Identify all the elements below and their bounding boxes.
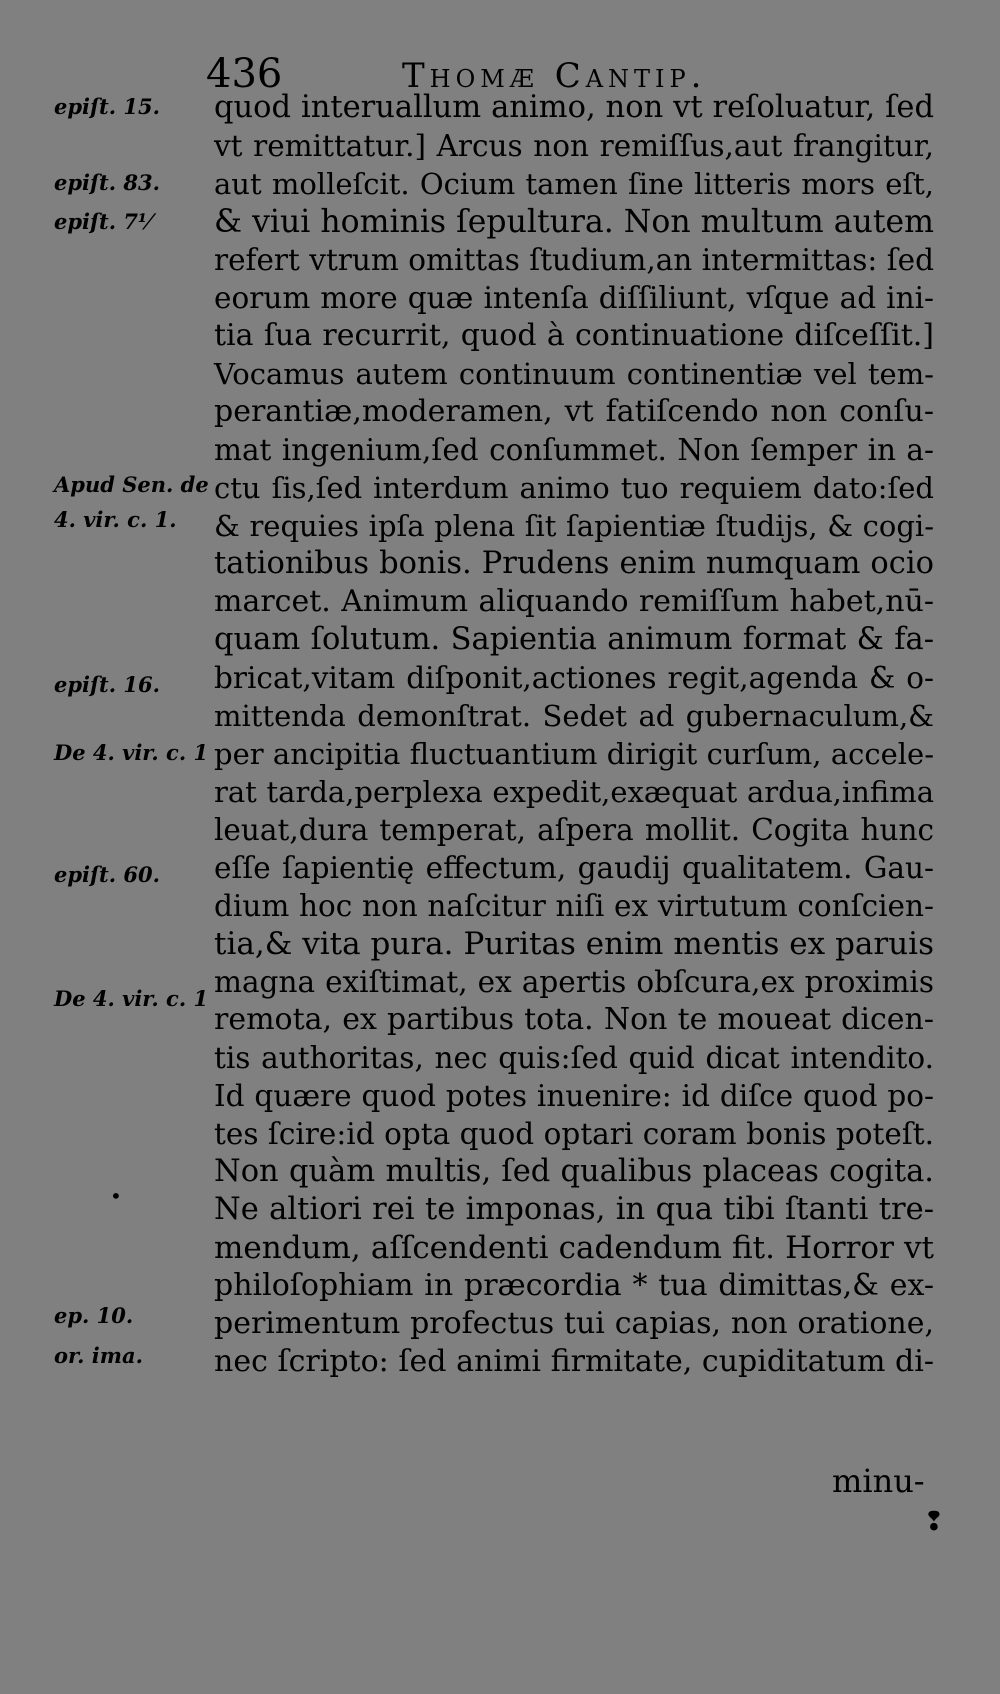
ink-speck: • bbox=[110, 1184, 122, 1208]
margin-notes bbox=[0, 0, 210, 1694]
margin-note: ep. 10. bbox=[54, 1303, 134, 1328]
text-line: per ancipitia fluctuantium dirigit curſum, accele- bbox=[214, 737, 934, 771]
text-line: eorum more quæ intenſa diſſiliunt, vſque ad ini- bbox=[214, 281, 934, 315]
text-line: philoſophiam in præcordia * tua dimittas,& ex- bbox=[214, 1268, 934, 1303]
text-line: tes ſcire:id opta quod optari coram bonis poteſt. bbox=[214, 1117, 934, 1151]
text-line: Id quære quod potes inuenire: id diſce quod po- bbox=[214, 1079, 934, 1113]
text-line: tia ſua recurrit, quod à continuatione diſceſſit.] bbox=[214, 318, 934, 353]
catchword: minu- bbox=[832, 1462, 925, 1500]
text-line: remota, ex partibus tota. Non te moueat dicen- bbox=[214, 1002, 934, 1037]
margin-note: epiſt. 15. bbox=[54, 94, 160, 119]
main-text bbox=[214, 0, 934, 1694]
margin-note: or. ima. bbox=[54, 1343, 143, 1368]
text-line: nec ſcripto: ſed animi firmitate, cupiditatum di- bbox=[214, 1344, 934, 1379]
text-line: perantiæ,moderamen, vt fatiſcendo non conſu- bbox=[214, 394, 934, 429]
text-line: Ne altiori rei te imponas, in qua tibi ſtanti tre- bbox=[214, 1192, 934, 1227]
text-line: tationibus bonis. Prudens enim numquam ocio bbox=[214, 546, 934, 581]
text-line: Non quàm multis, ſed qualibus placeas cogita. bbox=[214, 1154, 934, 1189]
text-line: ctu ſis,ſed interdum animo tuo requiem dato:ſed bbox=[214, 471, 934, 505]
text-line: mittenda demonſtrat. Sedet ad gubernaculum,& bbox=[214, 699, 934, 733]
margin-note: epiſt. 7⅟ bbox=[54, 209, 151, 234]
text-line: refert vtrum omittas ſtudium,an intermittas: ſed bbox=[214, 243, 934, 277]
text-line: marcet. Animum aliquando remiſſum habet,nū- bbox=[214, 584, 934, 619]
text-line: aut molleſcit. Ocium tamen ſine litteris mors eſt, bbox=[214, 167, 934, 201]
text-line: bricat,vitam diſponit,actiones regit,agenda & o- bbox=[214, 661, 934, 695]
text-line: magna exiſtimat, ex apertis obſcura,ex proximis bbox=[214, 965, 934, 999]
text-line: rat tarda,perplexa expedit,exæquat ardua,infima bbox=[214, 775, 934, 809]
text-line: quod interuallum animo, non vt reſoluatur, ſed bbox=[214, 90, 934, 125]
text-line: tia,& vita pura. Puritas enim mentis ex paruis bbox=[214, 926, 934, 962]
margin-note: epiſt. 83. bbox=[54, 170, 160, 195]
text-line: leuat,dura temperat, aſpera mollit. Cogita hunc bbox=[214, 813, 934, 847]
text-line: dium hoc non naſcitur niſi ex virtutum conſcien- bbox=[214, 889, 934, 923]
margin-note: De 4. vir. c. 1 bbox=[54, 986, 209, 1011]
text-line: & viui hominis ſepultura. Non multum autem bbox=[214, 204, 934, 240]
running-head: Thomæ Cantip. bbox=[402, 56, 707, 96]
margin-note: epiſt. 60. bbox=[54, 862, 160, 887]
text-line: Vocamus autem continuum continentiæ vel tem- bbox=[214, 357, 934, 391]
margin-note: Apud Sen. de bbox=[54, 472, 209, 497]
ink-speck: ❢ bbox=[923, 1507, 945, 1537]
text-line: eſſe ſapientię effectum, gaudij qualitatem. Gau- bbox=[214, 851, 934, 885]
margin-note: epiſt. 16. bbox=[54, 672, 160, 697]
text-line: & requies ipſa plena ſit ſapientiæ ſtudijs, & cogi- bbox=[214, 509, 934, 543]
text-line: mendum, aſſcendenti cadendum fit. Horror vt bbox=[214, 1230, 934, 1266]
text-line: perimentum profectus tui capias, non oratione, bbox=[214, 1306, 934, 1341]
text-line: mat ingenium,ſed conſummet. Non ſemper in a- bbox=[214, 433, 934, 467]
page-number: 436 bbox=[206, 51, 283, 97]
text-line: tis authoritas, nec quis:ſed quid dicat intendito. bbox=[214, 1041, 934, 1075]
margin-note: De 4. vir. c. 1 bbox=[54, 740, 209, 765]
text-line: vt remittatur.] Arcus non remiſſus,aut frangitur, bbox=[214, 129, 934, 163]
margin-note: 4. vir. c. 1. bbox=[54, 507, 177, 532]
text-line: quam ſolutum. Sapientia animum format & fa- bbox=[214, 622, 934, 657]
